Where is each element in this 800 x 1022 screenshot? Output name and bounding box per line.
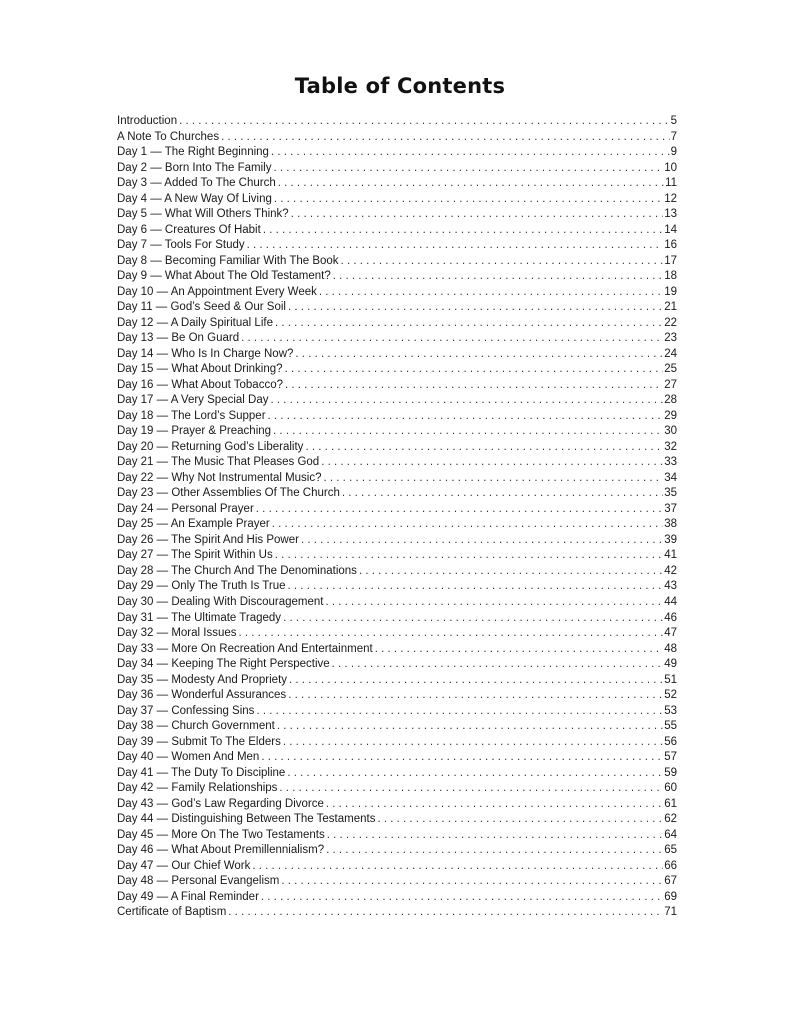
- toc-entry-title: Day 49 — A Final Reminder: [117, 890, 259, 903]
- toc-entry-title: Day 4 — A New Way Of Living: [117, 192, 272, 205]
- toc-entry: [117, 192, 677, 208]
- dot-leader: [271, 145, 670, 161]
- toc-entry-title: Certificate of Baptism: [117, 906, 227, 919]
- toc-entry-page-number: 42: [664, 564, 677, 577]
- toc-entry-title: A Note To Churches: [117, 130, 220, 143]
- dot-leader: [326, 797, 663, 813]
- toc-entry-page-number: 9: [670, 146, 677, 159]
- dot-leader: [285, 378, 663, 394]
- toc-entry-page-number: 5: [670, 115, 677, 127]
- toc-entry: [117, 874, 677, 890]
- toc-entry: [117, 269, 677, 285]
- toc-entry: [117, 642, 677, 658]
- toc-entry-title: Day 3 — Added To The Church: [117, 177, 276, 190]
- toc-entry-title: Day 10 — An Appointment Every Week: [117, 285, 317, 298]
- toc-entry-title: Day 19 — Prayer & Preaching: [117, 425, 272, 438]
- toc-entry-page-number: 19: [664, 285, 677, 298]
- toc-entry-page-number: 41: [664, 549, 677, 562]
- toc-entry-page-number: 67: [664, 875, 677, 888]
- toc-entry-page-number: 7: [670, 130, 677, 143]
- toc-entry-title: Day 21 — The Music That Pleases God: [117, 456, 320, 469]
- toc-entry-page-number: 47: [664, 627, 677, 640]
- toc-entry-title: Day 20 — Returning God’s Liberality: [117, 440, 304, 453]
- toc-entry-page-number: 33: [664, 456, 677, 469]
- toc-entry-page-number: 60: [664, 782, 677, 795]
- toc-entry-page-number: 27: [664, 378, 677, 391]
- toc-entry: [117, 781, 677, 797]
- dot-leader: [283, 611, 663, 627]
- dot-leader: [288, 579, 664, 595]
- toc-entry: [117, 579, 677, 595]
- dot-leader: [289, 673, 663, 689]
- toc-entry: [117, 673, 677, 689]
- dot-leader: [279, 781, 663, 797]
- toc-entry-page-number: 52: [664, 689, 677, 702]
- toc-entry-page-number: 44: [664, 595, 677, 608]
- toc-entry: [117, 812, 677, 828]
- toc-entry-page-number: 48: [664, 642, 677, 655]
- toc-entry-title: Day 5 — What Will Others Think?: [117, 208, 289, 221]
- toc-entry-title: Day 18 — The Lord’s Supper: [117, 409, 266, 422]
- toc-entry-title: Day 32 — Moral Issues: [117, 627, 237, 640]
- toc-entry-title: Day 30 — Dealing With Discouragement: [117, 595, 324, 608]
- dot-leader: [377, 812, 663, 828]
- dot-leader: [359, 564, 663, 580]
- toc-entry-page-number: 25: [664, 363, 677, 376]
- toc-entry: [117, 316, 677, 332]
- dot-leader: [305, 440, 663, 456]
- toc-entry-page-number: 62: [664, 813, 677, 826]
- toc-entry: [117, 331, 677, 347]
- toc-entry: [117, 750, 677, 766]
- dot-leader: [281, 874, 663, 890]
- toc-entry-page-number: 61: [664, 797, 677, 810]
- toc-entry: [117, 393, 677, 409]
- dot-leader: [273, 161, 663, 177]
- dot-leader: [283, 735, 663, 751]
- toc-entry-title: Day 24 — Personal Prayer: [117, 502, 254, 515]
- page-title: Table of Contents: [294, 74, 506, 98]
- dot-leader: [239, 626, 664, 642]
- toc-entry-title: Day 6 — Creatures Of Habit: [117, 223, 261, 236]
- toc-entry-page-number: 38: [664, 518, 677, 531]
- toc-entry: [117, 595, 677, 611]
- toc-entry-title: Day 29 — Only The Truth Is True: [117, 580, 286, 593]
- toc-entry-title: Day 33 — More On Recreation And Entertainment: [117, 642, 373, 655]
- toc-entry-title: Day 27 — The Spirit Within Us: [117, 549, 273, 562]
- toc-entry-title: Day 2 — Born Into The Family: [117, 161, 272, 174]
- toc-entry-title: Day 43 — God’s Law Regarding Divorce: [117, 797, 324, 810]
- toc-entry-title: Day 23 — Other Assemblies Of The Church: [117, 487, 340, 500]
- toc-entry: [117, 378, 677, 394]
- toc-entry-title: Day 35 — Modesty And Propriety: [117, 673, 288, 686]
- dot-leader: [325, 595, 663, 611]
- toc-entry: [117, 828, 677, 844]
- toc-entry-title: Day 37 — Confessing Sins: [117, 704, 255, 717]
- toc-entry-title: Day 25 — An Example Prayer: [117, 518, 270, 531]
- dot-leader: [326, 843, 663, 859]
- dot-leader: [341, 254, 664, 270]
- dot-leader: [252, 859, 663, 875]
- toc-entry-title: Day 48 — Personal Evangelism: [117, 875, 280, 888]
- toc-entry: [117, 905, 677, 921]
- dot-leader: [268, 409, 664, 425]
- toc-entry-title: Day 46 — What About Premillennialism?: [117, 844, 325, 857]
- toc-entry-title: Day 17 — A Very Special Day: [117, 394, 269, 407]
- toc-entry: [117, 735, 677, 751]
- toc-entry-title: Day 28 — The Church And The Denominations: [117, 564, 357, 577]
- dot-leader: [275, 548, 663, 564]
- dot-leader: [291, 207, 664, 223]
- toc-entry-page-number: 59: [664, 766, 677, 779]
- dot-leader: [332, 657, 664, 673]
- toc-entry-page-number: 30: [664, 425, 677, 438]
- toc-entry-page-number: 28: [664, 394, 677, 407]
- toc-entry-title: Day 7 — Tools For Study: [117, 239, 245, 252]
- toc-entry-page-number: 55: [664, 720, 677, 733]
- toc-entry: [117, 533, 677, 549]
- dot-leader: [247, 238, 664, 254]
- toc-entry-page-number: 49: [664, 658, 677, 671]
- dot-leader: [301, 533, 663, 549]
- toc-entry-title: Day 41 — The Duty To Discipline: [117, 766, 286, 779]
- toc-entry: [117, 424, 677, 440]
- toc-entry-title: Day 26 — The Spirit And His Power: [117, 533, 299, 546]
- dot-leader: [342, 486, 663, 502]
- toc-entry-title: Day 40 — Women And Men: [117, 751, 260, 764]
- toc-entry: [117, 486, 677, 502]
- toc-entry: [117, 347, 677, 363]
- dot-leader: [261, 750, 663, 766]
- toc-entry: [117, 890, 677, 906]
- toc-entry: [117, 564, 677, 580]
- toc-entry: [117, 300, 677, 316]
- dot-leader: [287, 766, 663, 782]
- dot-leader: [285, 362, 664, 378]
- toc-entry: [117, 688, 677, 704]
- toc-entry-title: Day 13 — Be On Guard: [117, 332, 240, 345]
- toc-entry-title: Day 31 — The Ultimate Tragedy: [117, 611, 282, 624]
- dot-leader: [256, 704, 663, 720]
- dot-leader: [275, 316, 663, 332]
- toc-entry: [117, 223, 677, 239]
- toc-entry-page-number: 53: [664, 704, 677, 717]
- toc-entry-page-number: 66: [664, 859, 677, 872]
- toc-entry: [117, 548, 677, 564]
- dot-leader: [221, 130, 670, 146]
- toc-entry-page-number: 22: [664, 316, 677, 329]
- dot-leader: [324, 471, 664, 487]
- toc-entry-title: Day 1 — The Right Beginning: [117, 146, 269, 159]
- toc-entry: [117, 285, 677, 301]
- toc-entry: [117, 440, 677, 456]
- dot-leader: [278, 176, 664, 192]
- toc-entry-title: Day 45 — More On The Two Testaments: [117, 828, 325, 841]
- toc-entry-page-number: 23: [664, 332, 677, 345]
- dot-leader: [288, 300, 663, 316]
- toc-entry: [117, 409, 677, 425]
- toc-entry: [117, 517, 677, 533]
- toc-entry: [117, 859, 677, 875]
- dot-leader: [274, 192, 663, 208]
- toc-entry-page-number: 17: [664, 254, 677, 267]
- dot-leader: [273, 424, 663, 440]
- toc-entry-title: Introduction: [117, 115, 178, 127]
- dot-leader: [263, 223, 663, 239]
- toc-entry-title: Day 14 — Who Is In Charge Now?: [117, 347, 294, 360]
- toc-entry-title: Day 15 — What About Drinking?: [117, 363, 283, 376]
- dot-leader: [228, 905, 663, 921]
- dot-leader: [333, 269, 663, 285]
- toc-entry-page-number: 35: [664, 487, 677, 500]
- toc-entry-title: Day 8 — Becoming Familiar With The Book: [117, 254, 339, 267]
- toc-entry: [117, 145, 677, 161]
- toc-entry: [117, 626, 677, 642]
- toc-entry-page-number: 46: [664, 611, 677, 624]
- toc-entry-title: Day 36 — Wonderful Assurances: [117, 689, 287, 702]
- toc-entry-page-number: 64: [664, 828, 677, 841]
- dot-leader: [256, 502, 663, 518]
- dot-leader: [321, 455, 663, 471]
- toc-entry-page-number: 32: [664, 440, 677, 453]
- toc-entry: [117, 611, 677, 627]
- toc-entry-page-number: 13: [664, 208, 677, 221]
- toc-entry: [117, 471, 677, 487]
- toc-entry-page-number: 34: [664, 471, 677, 484]
- toc-entry-title: Day 38 — Church Government: [117, 720, 275, 733]
- dot-leader: [319, 285, 663, 301]
- toc-entry-page-number: 43: [664, 580, 677, 593]
- dot-leader: [288, 688, 663, 704]
- toc-entry-page-number: 21: [664, 301, 677, 314]
- toc-entry-page-number: 39: [664, 533, 677, 546]
- toc-entry-page-number: 16: [664, 239, 677, 252]
- toc-entry-page-number: 11: [665, 177, 677, 190]
- dot-leader: [295, 347, 663, 363]
- dot-leader: [241, 331, 663, 347]
- dot-leader: [277, 719, 663, 735]
- dot-leader: [272, 517, 663, 533]
- dot-leader: [261, 890, 663, 906]
- dot-leader: [375, 642, 664, 658]
- toc-entry-title: Day 47 — Our Chief Work: [117, 859, 251, 872]
- toc-entry-page-number: 71: [664, 906, 677, 919]
- toc-entry: [117, 161, 677, 177]
- toc-entry-title: Day 12 — A Daily Spiritual Life: [117, 316, 273, 329]
- toc-entry: [117, 254, 677, 270]
- toc-entry-page-number: 56: [664, 735, 677, 748]
- toc-entry-page-number: 57: [664, 751, 677, 764]
- toc-entry: [117, 657, 677, 673]
- toc-entry: [117, 704, 677, 720]
- toc-entry: [117, 114, 677, 130]
- toc-entry-page-number: 29: [664, 409, 677, 422]
- toc-entry: [117, 502, 677, 518]
- toc-entry-title: Day 34 — Keeping The Right Perspective: [117, 658, 330, 671]
- toc-entry: [117, 843, 677, 859]
- toc-entry: [117, 766, 677, 782]
- toc-entry-title: Day 11 — God’s Seed & Our Soil: [117, 301, 286, 314]
- toc-entry-page-number: 24: [664, 347, 677, 360]
- toc-entry-title: Day 39 — Submit To The Elders: [117, 735, 281, 748]
- toc-entry-page-number: 12: [664, 192, 677, 205]
- toc-entry-title: Day 42 — Family Relationships: [117, 782, 278, 795]
- toc-entry: [117, 207, 677, 223]
- dot-leader: [327, 828, 663, 844]
- toc-entry-page-number: 37: [664, 502, 677, 515]
- toc-entry: [117, 362, 677, 378]
- toc-entry: [117, 176, 677, 192]
- toc-entry-page-number: 18: [664, 270, 677, 283]
- toc-entry-page-number: 69: [664, 890, 677, 903]
- toc-entry: [117, 238, 677, 254]
- toc-entry-title: Day 22 — Why Not Instrumental Music?: [117, 471, 322, 484]
- toc-entry-title: Day 44 — Distinguishing Between The Testaments: [117, 813, 376, 826]
- toc-entry-title: Day 9 — What About The Old Testament?: [117, 270, 331, 283]
- toc-entry-page-number: 10: [664, 161, 677, 174]
- toc-entry: [117, 455, 677, 471]
- dot-leader: [179, 114, 669, 130]
- dot-leader: [271, 393, 664, 409]
- toc-entry: [117, 130, 677, 146]
- toc-entry-page-number: 14: [664, 223, 677, 236]
- toc-entry-page-number: 51: [664, 673, 677, 686]
- toc-list: [117, 114, 677, 921]
- toc-entry: [117, 719, 677, 735]
- toc-entry: [117, 797, 677, 813]
- toc-entry-page-number: 65: [664, 844, 677, 857]
- toc-entry-title: Day 16 — What About Tobacco?: [117, 378, 283, 391]
